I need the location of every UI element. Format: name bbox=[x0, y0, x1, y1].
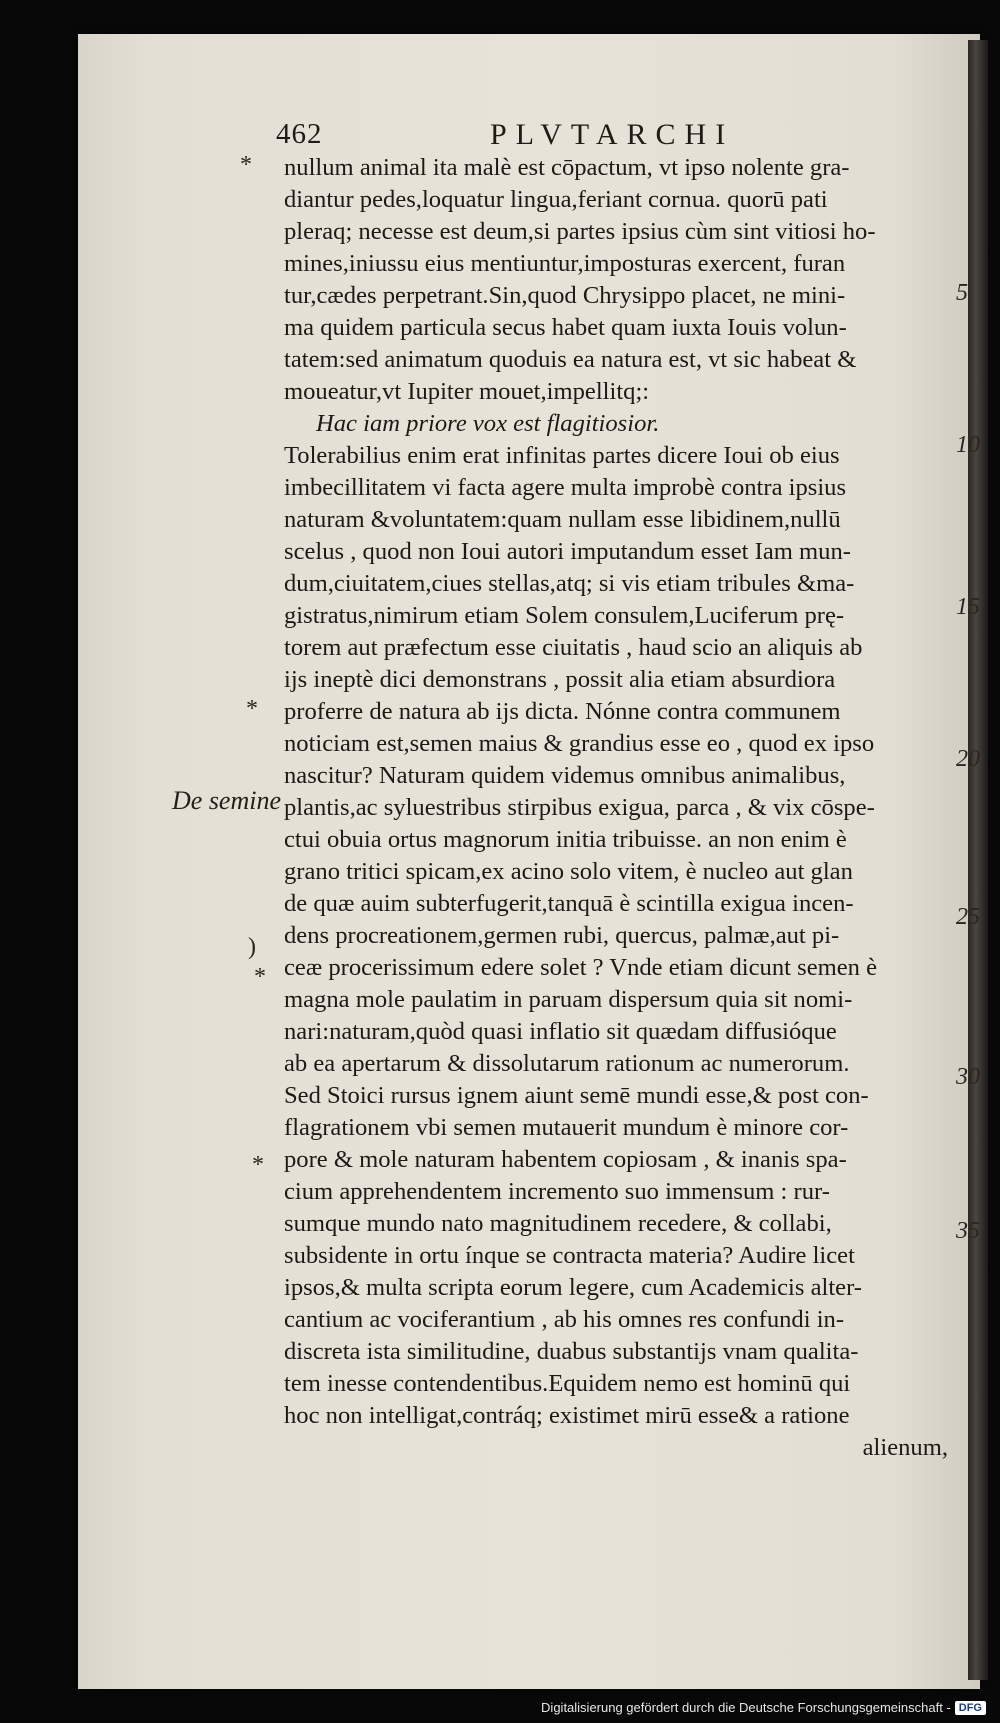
text-line: subsidente in ortu ínque se contracta materia? Audire licet bbox=[284, 1242, 855, 1269]
line-number: 25 bbox=[956, 904, 980, 930]
page-number: 462 bbox=[276, 118, 323, 150]
text-line: Tolerabilius enim erat infinitas partes dicere Ioui ob eius bbox=[284, 442, 840, 469]
line-number: 15 bbox=[956, 594, 980, 620]
running-title: PLVTARCHI bbox=[490, 118, 735, 151]
margin-mark: ) bbox=[248, 934, 256, 960]
text-line: pleraq; necesse est deum,si partes ipsius cùm sint vitiosi ho- bbox=[284, 218, 876, 245]
text-line: cantium ac vociferantium , ab his omnes res confundi in- bbox=[284, 1306, 845, 1333]
line-number: 10 bbox=[956, 432, 980, 458]
text-line: scelus , quod non Ioui autori imputandum esset Iam mun- bbox=[284, 538, 851, 565]
text-line: nullum animal ita malè est cōpactum, vt ipso nolente gra- bbox=[284, 154, 850, 181]
text-line: ceæ procerissimum edere solet ? Vnde etiam dicunt semen è bbox=[284, 954, 878, 981]
text-line: ma quidem particula secus habet quam iuxta Iouis volun- bbox=[284, 314, 847, 341]
text-line: tatem:sed animatum quoduis ea natura est, vt sic habeat & bbox=[284, 346, 857, 373]
text-line: noticiam est,semen maius & grandius esse eo , quod ex ipso bbox=[284, 730, 875, 757]
text-line: grano tritici spicam,ex acino solo vitem, è nucleo aut glan bbox=[284, 858, 853, 885]
text-line: proferre de natura ab ijs dicta. Nónne contra communem bbox=[284, 698, 841, 725]
text-line: moueatur,vt Iupiter mouet,impellitq;: bbox=[284, 378, 650, 405]
margin-mark: * bbox=[254, 964, 266, 990]
text-line: discreta ista similitudine, duabus substantijs vnam qualita- bbox=[284, 1338, 859, 1365]
line-number: 35 bbox=[956, 1218, 980, 1244]
text-line: pore & mole naturam habentem copiosam , & inanis spa- bbox=[284, 1146, 847, 1173]
margin-mark: * bbox=[252, 1152, 264, 1178]
text-line: magna mole paulatim in paruam dispersum quia sit nomi- bbox=[284, 986, 853, 1013]
page-edge bbox=[968, 40, 988, 1680]
verse-quote: Hac iam priore vox est flagitiosior. bbox=[316, 410, 660, 437]
text-line: mines,iniussu eius mentiuntur,imposturas exercent, furan bbox=[284, 250, 846, 277]
margin-mark: * bbox=[240, 152, 252, 178]
text-line: Sed Stoici rursus ignem aiunt semē mundi esse,& post con- bbox=[284, 1082, 869, 1109]
margin-mark: * bbox=[246, 696, 258, 722]
catchword-line: alienum, bbox=[862, 1434, 948, 1461]
text-line: nari:naturam,quòd quasi inflatio sit quædam diffusióque bbox=[284, 1018, 837, 1045]
text-line: tur,cædes perpetrant.Sin,quod Chrysippo placet, ne mini- bbox=[284, 282, 846, 309]
text-line: ab ea apertarum & dissolutarum rationum ac numerorum. bbox=[284, 1050, 850, 1077]
text-line: imbecillitatem vi facta agere multa improbè contra ipsius bbox=[284, 474, 847, 501]
text-line: dum,ciuitatem,ciues stellas,atq; si vis etiam tribules &ma- bbox=[284, 570, 855, 597]
body-text bbox=[284, 152, 948, 1464]
text-line: gistratus,nimirum etiam Solem consulem,Luciferum prę- bbox=[284, 602, 845, 629]
text-line: torem aut præfectum esse ciuitatis , haud scio an aliquis ab bbox=[284, 634, 863, 661]
text-line: naturam &voluntatem:quam nullam esse libidinem,nullū bbox=[284, 506, 841, 533]
dfg-logo-icon: DFG bbox=[955, 1701, 986, 1715]
line-number: 30 bbox=[956, 1064, 980, 1090]
text-line: dens procreationem,germen rubi, quercus, palmæ,aut pi- bbox=[284, 922, 840, 949]
text-line: ipsos,& multa scripta eorum legere, cum Academicis alter- bbox=[284, 1274, 862, 1301]
text-line: ijs ineptè dici demonstrans , possit alia etiam absurdiora bbox=[284, 666, 836, 693]
text-line: cium apprehendentem incremento suo immensum : rur- bbox=[284, 1178, 830, 1205]
text-line: tem inesse contendentibus.Equidem nemo est hominū qui bbox=[284, 1370, 851, 1397]
text-line: flagrationem vbi semen mutauerit mundum è minore cor- bbox=[284, 1114, 849, 1141]
line-number: 5 bbox=[956, 280, 968, 306]
digitization-footer bbox=[541, 1700, 986, 1715]
text-line: hoc non intelligat,contráq; existimet mirū esse& a ratione bbox=[284, 1402, 850, 1429]
text-line: diantur pedes,loquatur lingua,feriant cornua. quorū pati bbox=[284, 186, 828, 213]
margin-note: De semine bbox=[172, 786, 282, 815]
text-line: nascitur? Naturam quidem videmus omnibus animalibus, bbox=[284, 762, 846, 789]
text-line: sumque mundo nato magnitudinem recedere, & collabi, bbox=[284, 1210, 832, 1237]
text-line: de quæ auim subterfugerit,tanquā è scintilla exigua incen- bbox=[284, 890, 854, 917]
footer-text: Digitalisierung gefördert durch die Deutsche Forschungsgemeinschaft - bbox=[541, 1700, 951, 1715]
line-number: 20 bbox=[956, 746, 980, 772]
text-line: plantis,ac syluestribus stirpibus exigua, parca , & vix cōspe- bbox=[284, 794, 875, 821]
text-line: ctui obuia ortus magnorum initia tribuisse. an non enim è bbox=[284, 826, 847, 853]
